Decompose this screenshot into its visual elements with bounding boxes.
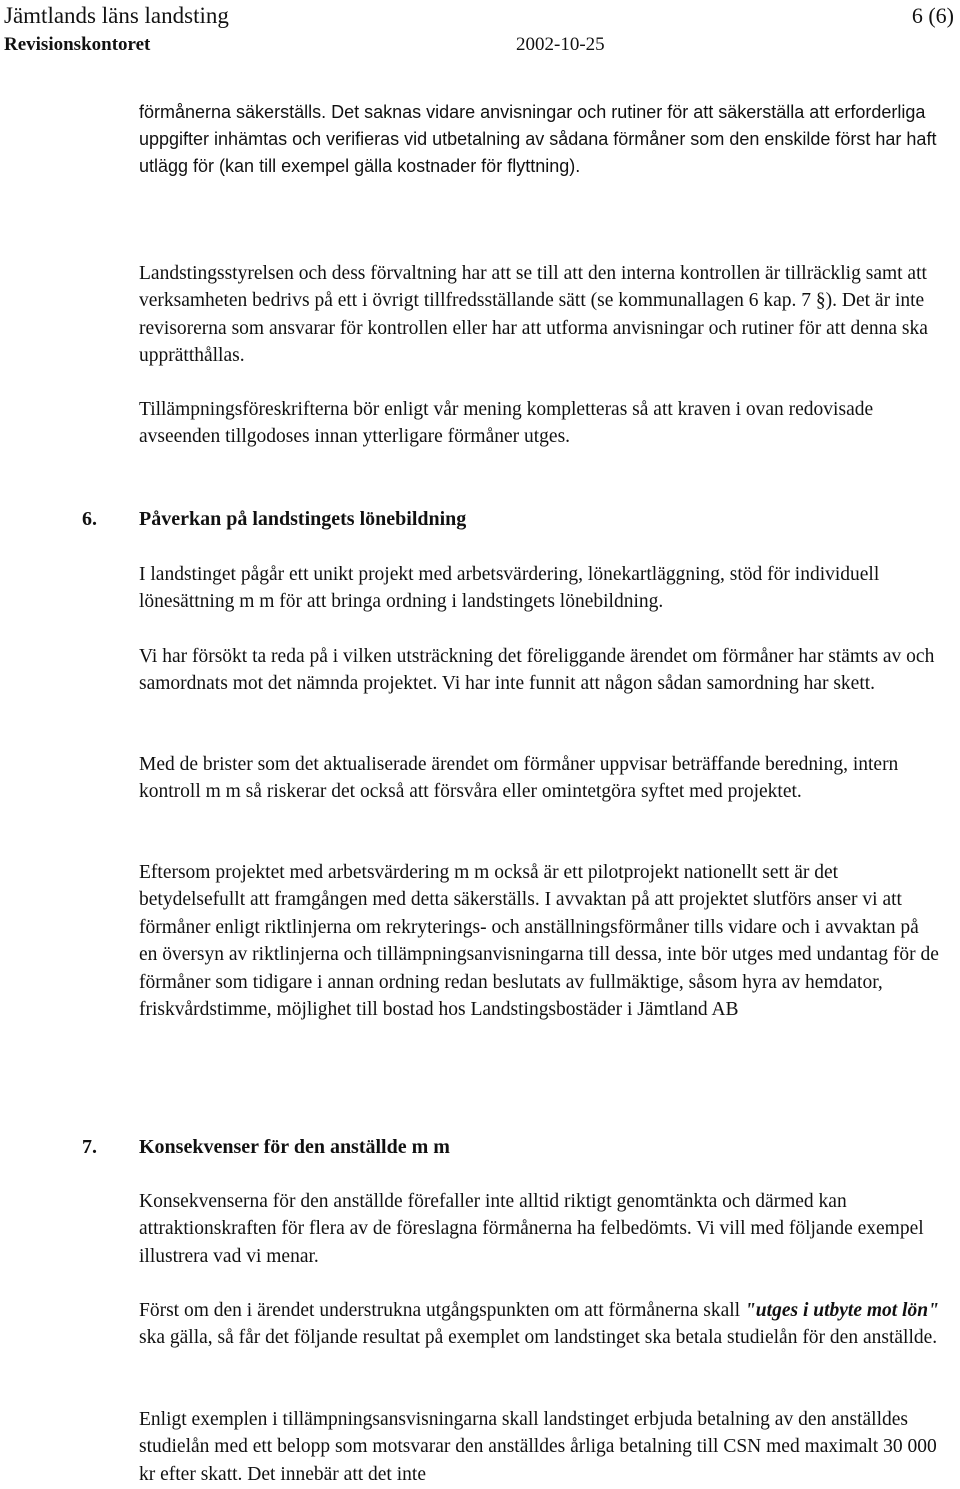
section-7-paragraph-1: Konsekvenserna för den anställde förefaller inte alltid riktigt genomtänkta och därmed kan attraktionskraften för flera av de föreslagna förmånerna ha felbedömts. Vi vill med följande exempel illustrera vad vi menar. xyxy=(139,1191,924,1267)
section-6-paragraph-1: I landstinget pågår ett unikt projekt med arbetsvärdering, lönekartläggning, stöd för individuell lönesättning m m för att bringa ordning i landstingets lönebildning. xyxy=(139,564,880,613)
internal-control-paragraph: Landstingsstyrelsen och dess förvaltning har att se till att den interna kontrollen är tillräcklig samt att verksamheten bedrivs på ett i övrigt tillfredsställande sätt (se kommunallagen 6 kap. 7 §). Det är inte revisorerna som ansvarar för kontrollen eller har att utforma anvisningar och rutiner för att denna ska upprätthållas. xyxy=(139,263,928,367)
quoted-phrase: "utges i utbyte mot lön" xyxy=(744,1300,939,1321)
paragraph-2-rest: ska gälla, så får det följande resultat på exemplet om landstinget ska betala studielån för den anställde. xyxy=(139,1327,938,1349)
document-date: 2002-10-25 xyxy=(516,34,605,55)
section-6-paragraph-2: Vi har försökt ta reda på i vilken utsträckning det föreliggande ärendet om förmåner har stämts av och samordnats mot det nämnda projektet. Vi har inte funnit att någon sådan samordning har skett. xyxy=(139,646,935,695)
organization-name: Jämtlands läns landsting xyxy=(4,3,229,28)
section-7-paragraph-2 xyxy=(139,1297,939,1352)
section-7-number: 7. xyxy=(82,1136,97,1158)
section-6-number: 6. xyxy=(82,508,97,530)
section-6-paragraph-3: Med de brister som det aktualiserade ärendet om förmåner uppvisar beträffande beredning, intern kontroll m m så riskerar det också att försvåra eller omintetgöra syftet med projektet. xyxy=(139,754,899,803)
page-indicator: 6 (6) xyxy=(911,3,954,28)
section-6-title: Påverkan på landstingets lönebildning xyxy=(139,508,467,530)
section-7-paragraph-3: Enligt exemplen i tillämpningsansvisningarna skall landstinget erbjuda betalning av den anställdes studielån med ett belopp som motsvarar den anställdes årliga betalning till CSN med maximalt 30 000 kr efter skatt. Det innebär att det inte xyxy=(139,1409,937,1485)
intro-paragraph: förmånerna säkerställs. Det saknas vidare anvisningar och rutiner för att säkerställa att erforderliga uppgifter inhämtas och verifieras vid utbetalning av sådana förmåner som den enskilde först har haft utlägg för (kan till exempel gälla kostnader för flyttning). xyxy=(139,102,937,176)
section-6-paragraph-4: Eftersom projektet med arbetsvärdering m m också är ett pilotprojekt nationellt sett är det betydelsefullt att framgången med detta säkerställs. I avvaktan på att projektet slutförs anser vi att förmåner enligt riktlinjerna om rekryterings- och anställningsförmåner tills vidare och i avvaktan på en översyn av riktlinjerna och tillämpningsanvisningarna till dessa, inte bör utges med undantag för de förmåner som tidigare i annan ordning redan beslutats av fullmäktige, såsom hyra av hemdator, friskvårdstimme, möjlighet till bostad hos Landstingsbostäder i Jämtland AB xyxy=(139,862,939,1021)
section-7-title: Konsekvenser för den anställde m m xyxy=(139,1136,450,1158)
paragraph-2-intro: Först om den i ärendet understrukna utgångspunkten om att förmånerna skall xyxy=(139,1300,745,1321)
recommendation-paragraph: Tillämpningsföreskrifterna bör enligt vår mening kompletteras så att kraven i ovan redovisade avseenden tillgodoses innan ytterligare förmåner utges. xyxy=(139,399,874,448)
department-name: Revisionskontoret xyxy=(4,34,151,55)
